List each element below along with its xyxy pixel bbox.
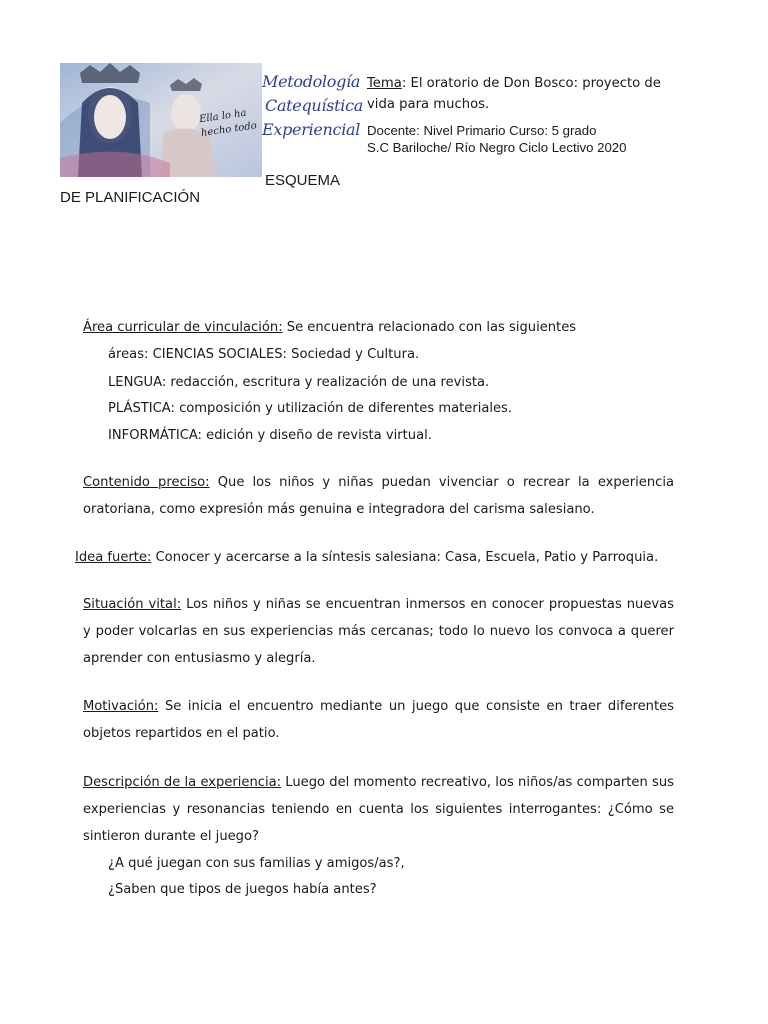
location-line: S.C Bariloche/ Río Negro Ciclo Lectivo 2020	[367, 140, 627, 155]
contenido-text: Que los niños y niñas puedan vivenciar o recrear la experiencia oratoriana, como expresión más genuina e integradora del carisma salesiano.	[83, 475, 674, 517]
contenido-label: Contenido preciso:	[83, 475, 210, 490]
virgin-mary-image	[60, 63, 262, 177]
area-item: LENGUA: redacción, escritura y realización de una revista.	[108, 375, 490, 390]
contenido-paragraph	[83, 469, 674, 523]
logo-line: Metodología	[262, 72, 361, 91]
idea-text: Conocer y acercarse a la síntesis salesiana: Casa, Escuela, Patio y Parroquia.	[151, 550, 659, 565]
situacion-text: Los niños y niñas se encuentran inmersos en conocer propuestas nuevas y poder volcarlas en sus experiencias más cercanas; todo lo nuevo los convoca a querer aprender con entusiasmo y alegría.	[83, 597, 674, 666]
question-item: ¿A qué juegan con sus familias y amigos/as?,	[108, 856, 405, 871]
image-caption: Ella lo ha hecho todo	[198, 107, 258, 140]
idea-line	[75, 550, 658, 565]
logo-line: Catequística	[265, 96, 364, 115]
motivacion-label: Motivación:	[83, 699, 159, 714]
metodologia-logo	[262, 70, 362, 142]
motivacion-paragraph	[83, 693, 674, 747]
logo-line: Experiencial	[262, 120, 361, 139]
descripcion-text: Luego del momento recreativo, los niños/as comparten sus experiencias y resonancias teniendo en cuenta los siguientes interrogantes: ¿Cómo se sintieron durante el juego?	[83, 775, 674, 844]
docente-block	[367, 122, 687, 156]
area-label: Área curricular de vinculación:	[83, 320, 283, 335]
descripcion-paragraph	[83, 769, 674, 850]
area-item: PLÁSTICA: composición y utilización de diferentes materiales.	[108, 401, 513, 416]
area-item: áreas: CIENCIAS SOCIALES: Sociedad y Cultura.	[108, 347, 420, 362]
motivacion-text: Se inicia el encuentro mediante un juego que consiste en traer diferentes objetos repartidos en el patio.	[83, 699, 674, 741]
tema-text: : El oratorio de Don Bosco: proyecto de vida para muchos.	[367, 76, 661, 112]
docente-line: Docente: Nivel Primario Curso: 5 grado	[367, 123, 597, 138]
tema-label: Tema	[367, 76, 402, 91]
title-planificacion: DE PLANIFICACIÓN	[60, 189, 201, 206]
situacion-label: Situación vital:	[83, 597, 182, 612]
title-esquema: ESQUEMA	[265, 172, 341, 189]
situacion-paragraph	[83, 591, 674, 672]
descripcion-label: Descripción de la experiencia:	[83, 775, 282, 790]
question-item: ¿Saben que tipos de juegos había antes?	[108, 882, 377, 897]
area-text: Se encuentra relacionado con las siguientes	[282, 320, 577, 335]
tema-block	[367, 73, 677, 115]
idea-label: Idea fuerte:	[75, 550, 152, 565]
area-line	[83, 320, 576, 335]
area-item: INFORMÁTICA: edición y diseño de revista virtual.	[108, 428, 432, 443]
